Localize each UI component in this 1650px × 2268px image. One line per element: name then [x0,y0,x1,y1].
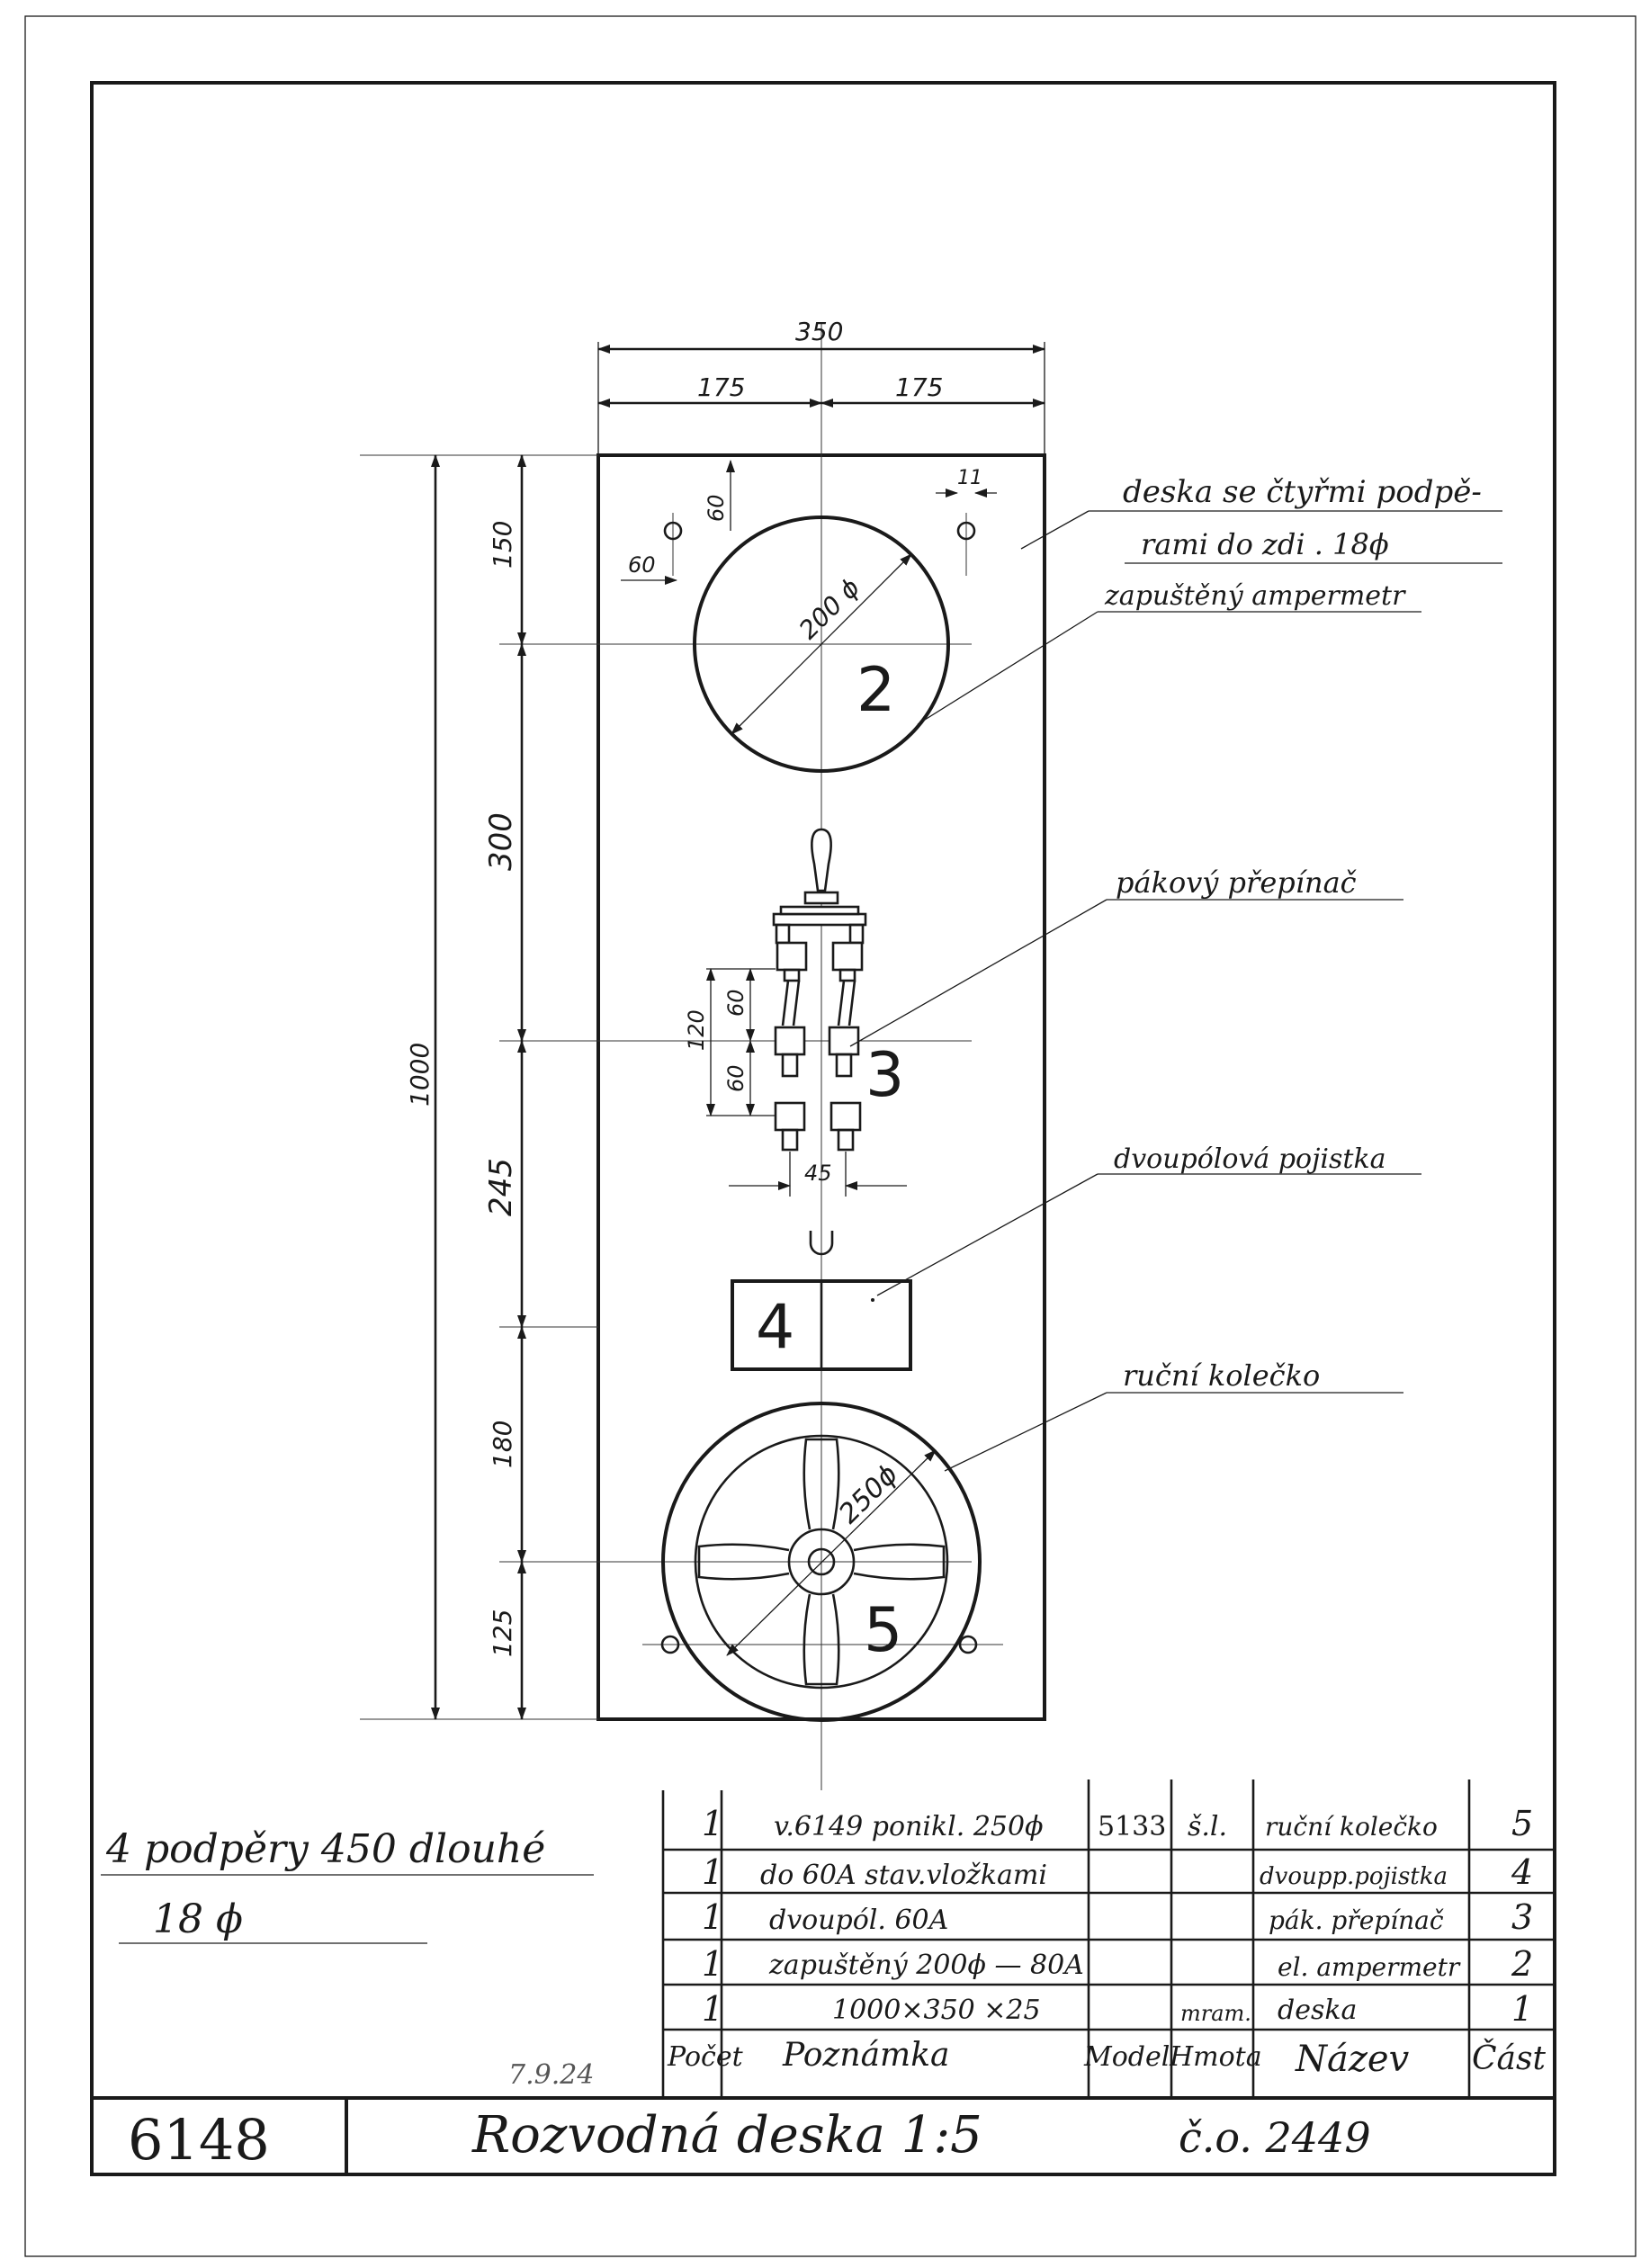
bom-row-2 [702,1852,1533,1892]
bom-row-1 [702,1804,1533,1843]
dim-width-right: 175 [895,372,944,402]
dim-seg-300: 300 [483,812,519,871]
bom-cell-note: zapuštěný 200ϕ — 80A [769,1950,1084,1981]
bom-header-note: Poznámka [783,2037,950,2074]
part-number-2: 2 [856,655,896,726]
callout-board-line1: deska se čtyřmi podpě- [1123,474,1482,510]
callout-fuse: dvoupólová pojistka [1114,1143,1386,1175]
bom-cell-count: 1 [702,1944,724,1984]
dim-ammeter-diameter: 200 ϕ [793,572,866,645]
bom-cell-count: 1 [702,1989,724,2029]
callout-wheel: ruční kolečko [1123,1358,1321,1393]
height-dimensions [435,455,522,1719]
bom-cell-note: dvoupól. 60A [769,1905,949,1936]
dim-wheel-diameter: 250ϕ [832,1458,905,1530]
bom-cell-note: v.6149 ponikl. 250ϕ [774,1811,1044,1842]
bom-cell-part: 2 [1511,1944,1534,1984]
bom-cell-part: 5 [1511,1804,1534,1843]
bom-cell-count: 1 [702,1897,724,1937]
dim-seg-245: 245 [483,1158,519,1216]
bom-cell-note: do 60A stav.vložkami [760,1860,1047,1891]
title-block-title: Rozvodná deska 1:5 [472,2106,982,2165]
title-block-ref: č.o. 2449 [1179,2113,1371,2162]
bom-cell-material: š.l. [1188,1811,1228,1842]
lever-switch [774,829,865,1150]
bom-cell-name: ruční kolečko [1265,1812,1438,1842]
bom-row-4 [702,1944,1533,1984]
bom-cell-note: 1000×350 ×25 [832,1995,1041,2026]
note-supports-line2: 18 ϕ [153,1896,243,1942]
dim-switch-45: 45 [804,1161,832,1186]
title-block-number: 6148 [128,2107,270,2173]
bom-cell-count: 1 [702,1804,724,1843]
bom-cell-name: pák. přepínač [1269,1905,1444,1935]
bom-cell-name: dvoupp.pojistka [1260,1863,1448,1890]
bom-header-material: Hmota [1170,2041,1262,2073]
dim-hole-60-vertical: 60 [704,494,729,522]
bom-cell-count: 1 [702,1852,724,1892]
bom-cell-model: 5133 [1098,1811,1167,1842]
dim-hole-11: 11 [957,467,982,489]
bom-cell-part: 1 [1511,1989,1534,2029]
center-lines [360,324,1003,1790]
drawing-date: 7.9.24 [508,2059,595,2091]
dim-switch-120: 120 [684,1009,709,1051]
dim-seg-180: 180 [488,1420,517,1468]
dim-width-left: 175 [697,372,746,402]
dim-switch-60-lower: 60 [723,1064,749,1092]
part-number-5: 5 [864,1595,903,1666]
callout-switch: pákový přepínač [1116,865,1357,900]
dim-seg-150: 150 [488,520,517,569]
callout-board-line2: rami do zdi . 18ϕ [1141,527,1389,561]
bom-cell-part: 3 [1511,1897,1534,1937]
dim-seg-125: 125 [488,1609,517,1657]
dim-height-total: 1000 [405,1042,435,1107]
part-number-4: 4 [756,1292,795,1363]
bom-cell-material: mram. [1180,2001,1251,2026]
bom-header-name: Název [1296,2039,1410,2080]
note-supports-line1: 4 podpěry 450 dlouhé [106,1826,546,1872]
callout-ammeter: zapuštěný ampermetr [1105,580,1405,612]
bom-cell-name: el. ampermetr [1278,1952,1460,1982]
bom-cell-name: deska [1278,1995,1358,2026]
bom-row-5 [702,1989,1533,2029]
dim-switch-60-upper: 60 [723,989,749,1017]
dim-hole-60-horizontal: 60 [628,552,656,578]
bom-cell-part: 4 [1511,1852,1534,1892]
bom-header-model: Model [1084,2041,1170,2073]
part-number-3: 3 [865,1040,905,1111]
bom-row-3 [702,1897,1533,1937]
bom-header-count: Počet [668,2041,743,2073]
dim-width-total: 350 [795,317,844,346]
bom-header-part: Část [1472,2040,1546,2077]
